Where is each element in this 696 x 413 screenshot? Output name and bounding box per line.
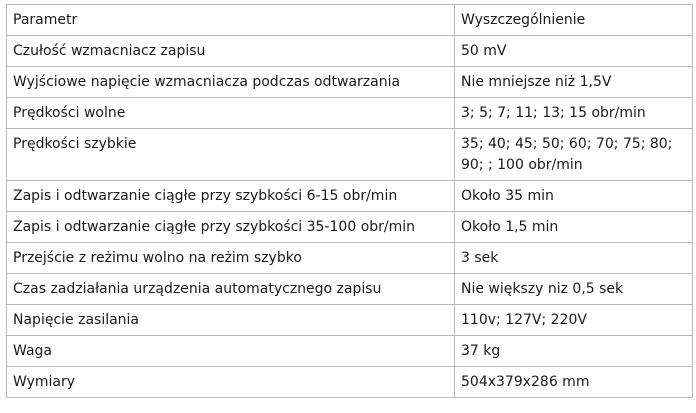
row-param: Napięcie zasilania: [7, 305, 455, 336]
row-value: 50 mV: [455, 36, 693, 67]
table-row: [7, 98, 693, 129]
header-value: Wyszczególnienie: [455, 5, 693, 36]
table-row: [7, 67, 693, 98]
row-value: Około 1,5 min: [455, 212, 693, 243]
row-value: 3 sek: [455, 243, 693, 274]
row-param: Zapis i odtwarzanie ciągłe przy szybkości 6-15 obr/min: [7, 181, 455, 212]
row-value: 3; 5; 7; 11; 13; 15 obr/min: [455, 98, 693, 129]
row-param: Zapis i odtwarzanie ciągłe przy szybkości 35-100 obr/min: [7, 212, 455, 243]
row-param: Wyjściowe napięcie wzmacniacza podczas odtwarzania: [7, 67, 455, 98]
row-param: Prędkości szybkie: [7, 129, 455, 181]
row-param: Czas zadziałania urządzenia automatycznego zapisu: [7, 274, 455, 305]
row-value: 504x379x286 mm: [455, 367, 693, 398]
table-row: [7, 181, 693, 212]
table-row: [7, 36, 693, 67]
table-row: [7, 305, 693, 336]
specification-table: [6, 4, 693, 398]
row-value: Nie mniejsze niż 1,5V: [455, 67, 693, 98]
table-row: [7, 243, 693, 274]
table-row: [7, 212, 693, 243]
row-param: Wymiary: [7, 367, 455, 398]
row-value: Około 35 min: [455, 181, 693, 212]
row-param: Przejście z reżimu wolno na reżim szybko: [7, 243, 455, 274]
row-value: Nie większy niz 0,5 sek: [455, 274, 693, 305]
row-param: Prędkości wolne: [7, 98, 455, 129]
row-value: 37 kg: [455, 336, 693, 367]
header-param: Parametr: [7, 5, 455, 36]
table-row: [7, 274, 693, 305]
table-header-row: [7, 5, 693, 36]
table-row: [7, 336, 693, 367]
row-value: 35; 40; 45; 50; 60; 70; 75; 80; 90; ; 100 obr/min: [455, 129, 693, 181]
row-param: Waga: [7, 336, 455, 367]
row-param: Czułość wzmacniacz zapisu: [7, 36, 455, 67]
table-row: [7, 129, 693, 181]
table-row: [7, 367, 693, 398]
row-value: 110v; 127V; 220V: [455, 305, 693, 336]
